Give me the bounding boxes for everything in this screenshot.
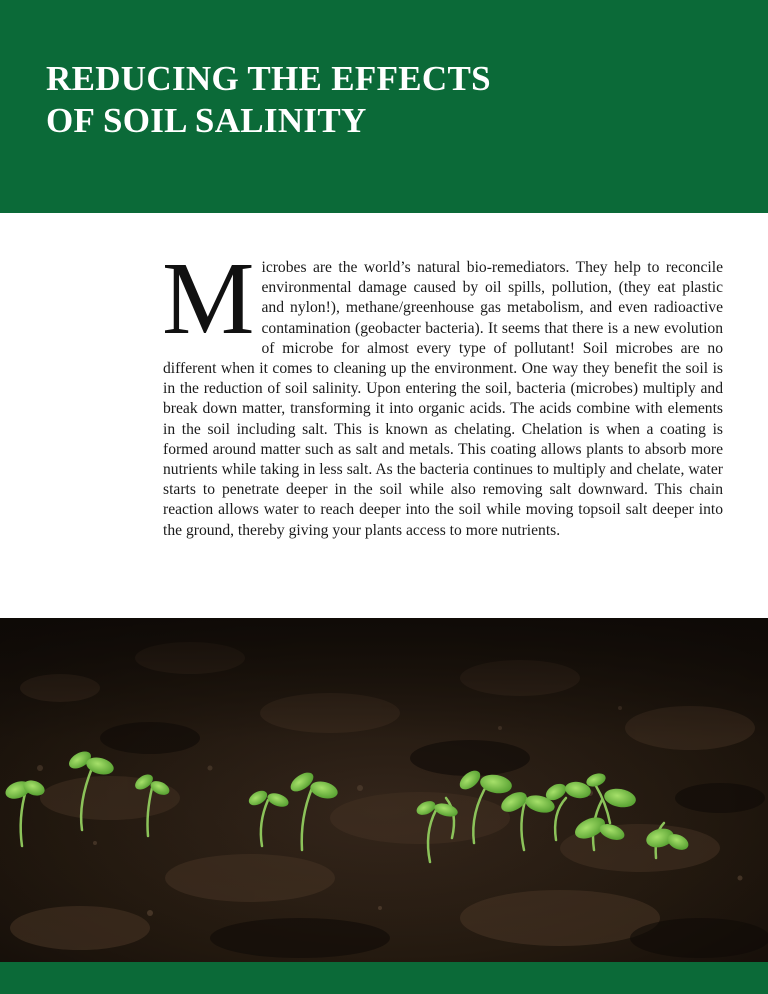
seedlings-photo <box>0 618 768 962</box>
page-title <box>46 58 726 142</box>
page-title-line-2: OF SOIL SALINITY <box>46 101 367 140</box>
seedlings-in-soil-image <box>0 618 768 962</box>
article-body <box>162 241 723 541</box>
header-banner <box>0 0 768 213</box>
page-title-line-1: REDUCING THE EFFECTS <box>46 59 491 98</box>
article-text: icrobes are the world’s natural bio-remediators. They help to reconcile environmental damage caused by oil spills, pollution, (they eat plastic and nylon!), methane/greenhouse gas metabolism, and even radioactive contamination (geobacter bacteria). It seems that there is a new evolution of microbe for almost every type of pollutant! Soil microbes are no different when it comes to cleaning up the environment. One way they benefit the soil is in the reduction of soil salinity. Upon entering the soil, bacteria (microbes) multiply and break down matter, transforming it into organic acids. The acids combine with elements in the soil including salt. This is known as chelating. Chelation is when a coating is formed around matter such as salt and metals. This coating allows plants to absorb more nutrients while taking in less salt. As the bacteria continues to multiply and chelate, water starts to penetrate deeper in the soil while also removing salt downward. This chain reaction allows water to reach deeper into the soil while moving topsoil salt deeper into the ground, thereby giving your plants access to more nutrients. <box>163 259 723 539</box>
footer-band <box>0 962 768 994</box>
drop-cap: M <box>162 241 255 356</box>
